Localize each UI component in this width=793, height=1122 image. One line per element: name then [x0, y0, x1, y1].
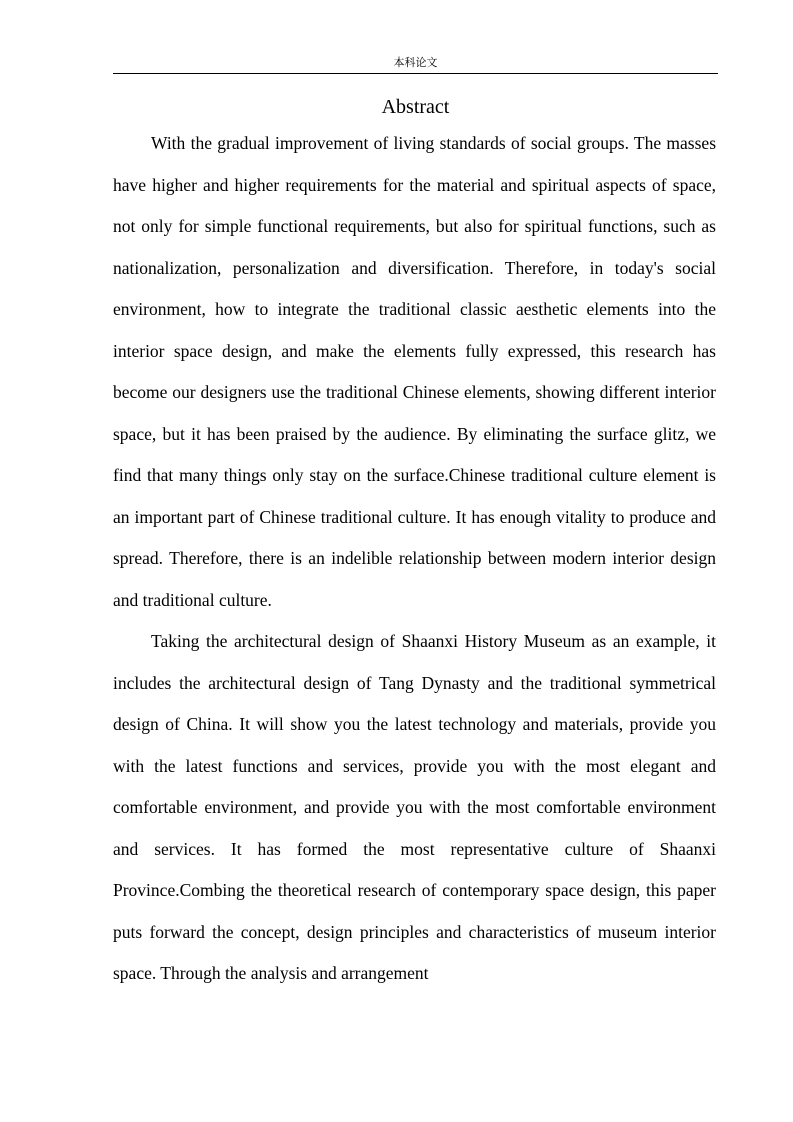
- abstract-title: Abstract: [381, 96, 450, 118]
- abstract-body: [113, 123, 716, 995]
- header-divider: [113, 73, 718, 74]
- running-header: 本科论文: [393, 56, 438, 69]
- abstract-paragraph-2: Taking the architectural design of Shaanxi History Museum as an example, it includes the architectural design of Tang Dynasty and the traditional symmetrical design of China. It will show you the latest technology and materials, provide you with the latest functions and services, provide you with the most elegant and comfortable environment, and provide you with the most comfortable environment and services. It has formed the most representative culture of Shaanxi Province.Combing the theoretical research of contemporary space design, this paper puts forward the concept, design principles and characteristics of museum interior space. Through the analysis and arrangement: [113, 631, 716, 983]
- abstract-paragraph-1: With the gradual improvement of living standards of social groups. The masses have higher and higher requirements for the material and spiritual aspects of space, not only for simple functional requirements, but also for spiritual functions, such as nationalization, personalization and diversification. Therefore, in today's social environment, how to integrate the traditional classic aesthetic elements into the interior space design, and make the elements fully expressed, this research has become our designers use the traditional Chinese elements, showing different interior space, but it has been praised by the audience. By eliminating the surface glitz, we find that many things only stay on the surface.Chinese traditional culture element is an important part of Chinese traditional culture. It has enough vitality to produce and spread. Therefore, there is an indelible relationship between modern interior design and traditional culture.: [113, 133, 716, 610]
